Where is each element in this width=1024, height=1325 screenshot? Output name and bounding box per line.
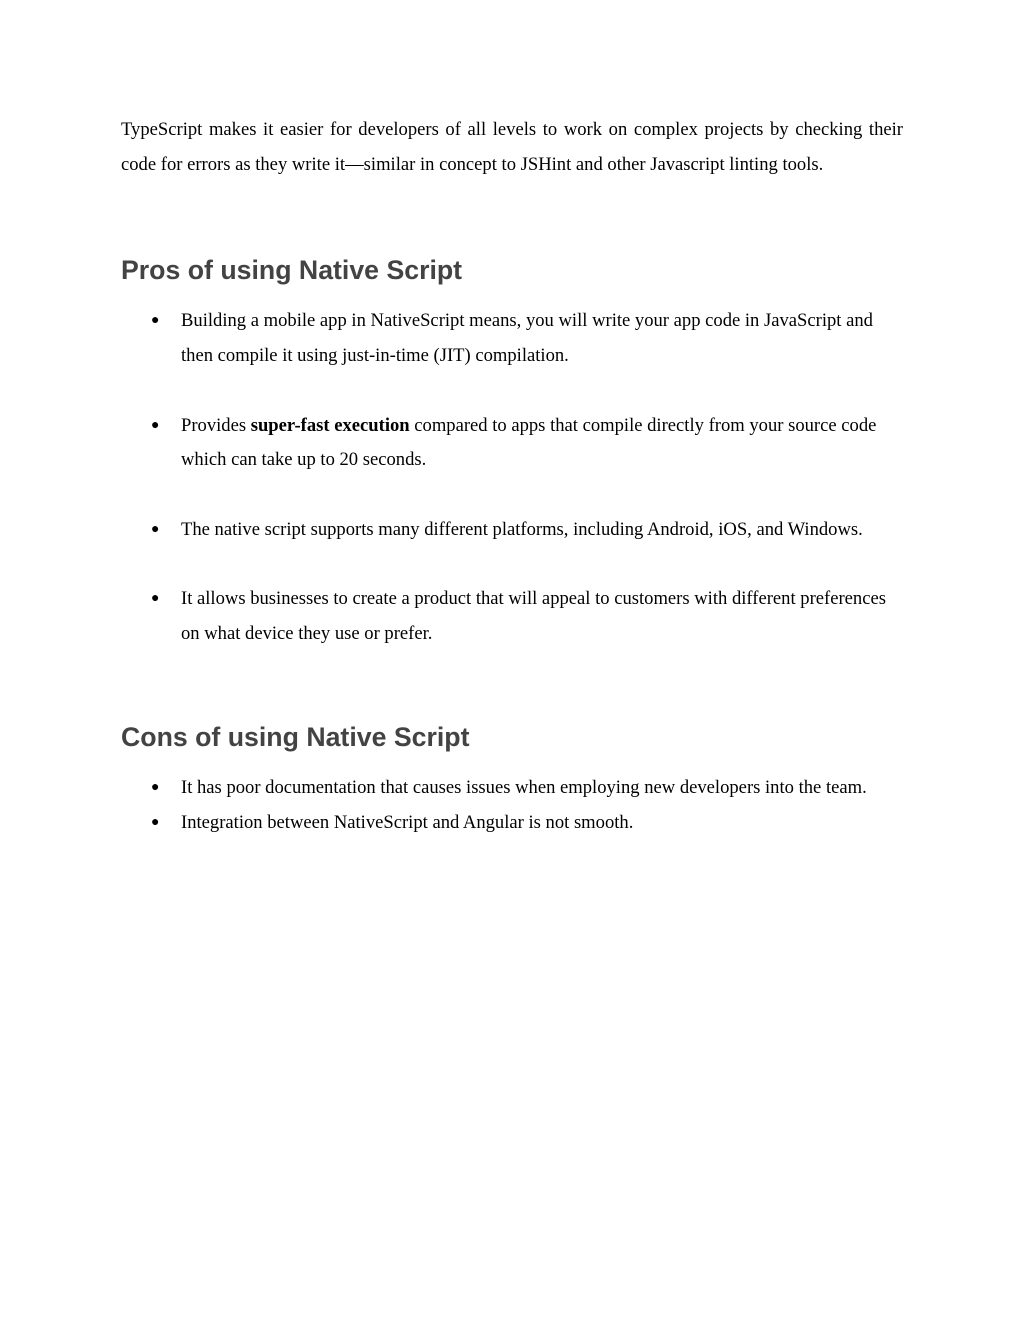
list-item-emphasis: super-fast execution	[250, 414, 410, 436]
list-item	[121, 409, 903, 478]
bullet-icon: ●	[151, 590, 160, 606]
list-item-text: It has poor documentation that causes issues when employing new developers into the team.	[181, 777, 867, 799]
bullet-icon: ●	[151, 417, 160, 433]
bullet-icon: ●	[151, 780, 160, 796]
cons-heading: Cons of using Native Script	[121, 722, 470, 753]
document-page	[121, 113, 903, 841]
bullet-icon: ●	[151, 815, 160, 831]
intro-paragraph: TypeScript makes it easier for developers of all levels to work on complex projects by checking their code for errors as they write it—similar in concept to JSHint and other Javascript linting tools.	[121, 119, 903, 175]
list-item	[121, 806, 903, 841]
list-item-text-after: compared to apps that compile directly from your source code which can take up to 20 seconds.	[181, 414, 877, 471]
bullet-icon: ●	[151, 521, 160, 537]
list-item-text: The native script supports many different platforms, including Android, iOS, and Windows.	[181, 518, 863, 540]
bullet-icon: ●	[151, 313, 160, 329]
list-item-text: Building a mobile app in NativeScript means, you will write your app code in JavaScript and then compile it using just-in-time (JIT) compilation.	[181, 310, 873, 367]
list-item	[121, 771, 903, 806]
list-item	[121, 582, 903, 651]
list-item-text: It allows businesses to create a product that will appeal to customers with different preferences on what device they use or prefer.	[181, 587, 886, 644]
list-item	[121, 513, 903, 548]
list-item	[121, 304, 903, 373]
cons-list	[121, 771, 903, 840]
list-item-text: Integration between NativeScript and Angular is not smooth.	[181, 812, 634, 834]
pros-heading: Pros of using Native Script	[121, 255, 463, 286]
list-item-text-before: Provides	[181, 414, 251, 436]
pros-list	[121, 304, 903, 651]
